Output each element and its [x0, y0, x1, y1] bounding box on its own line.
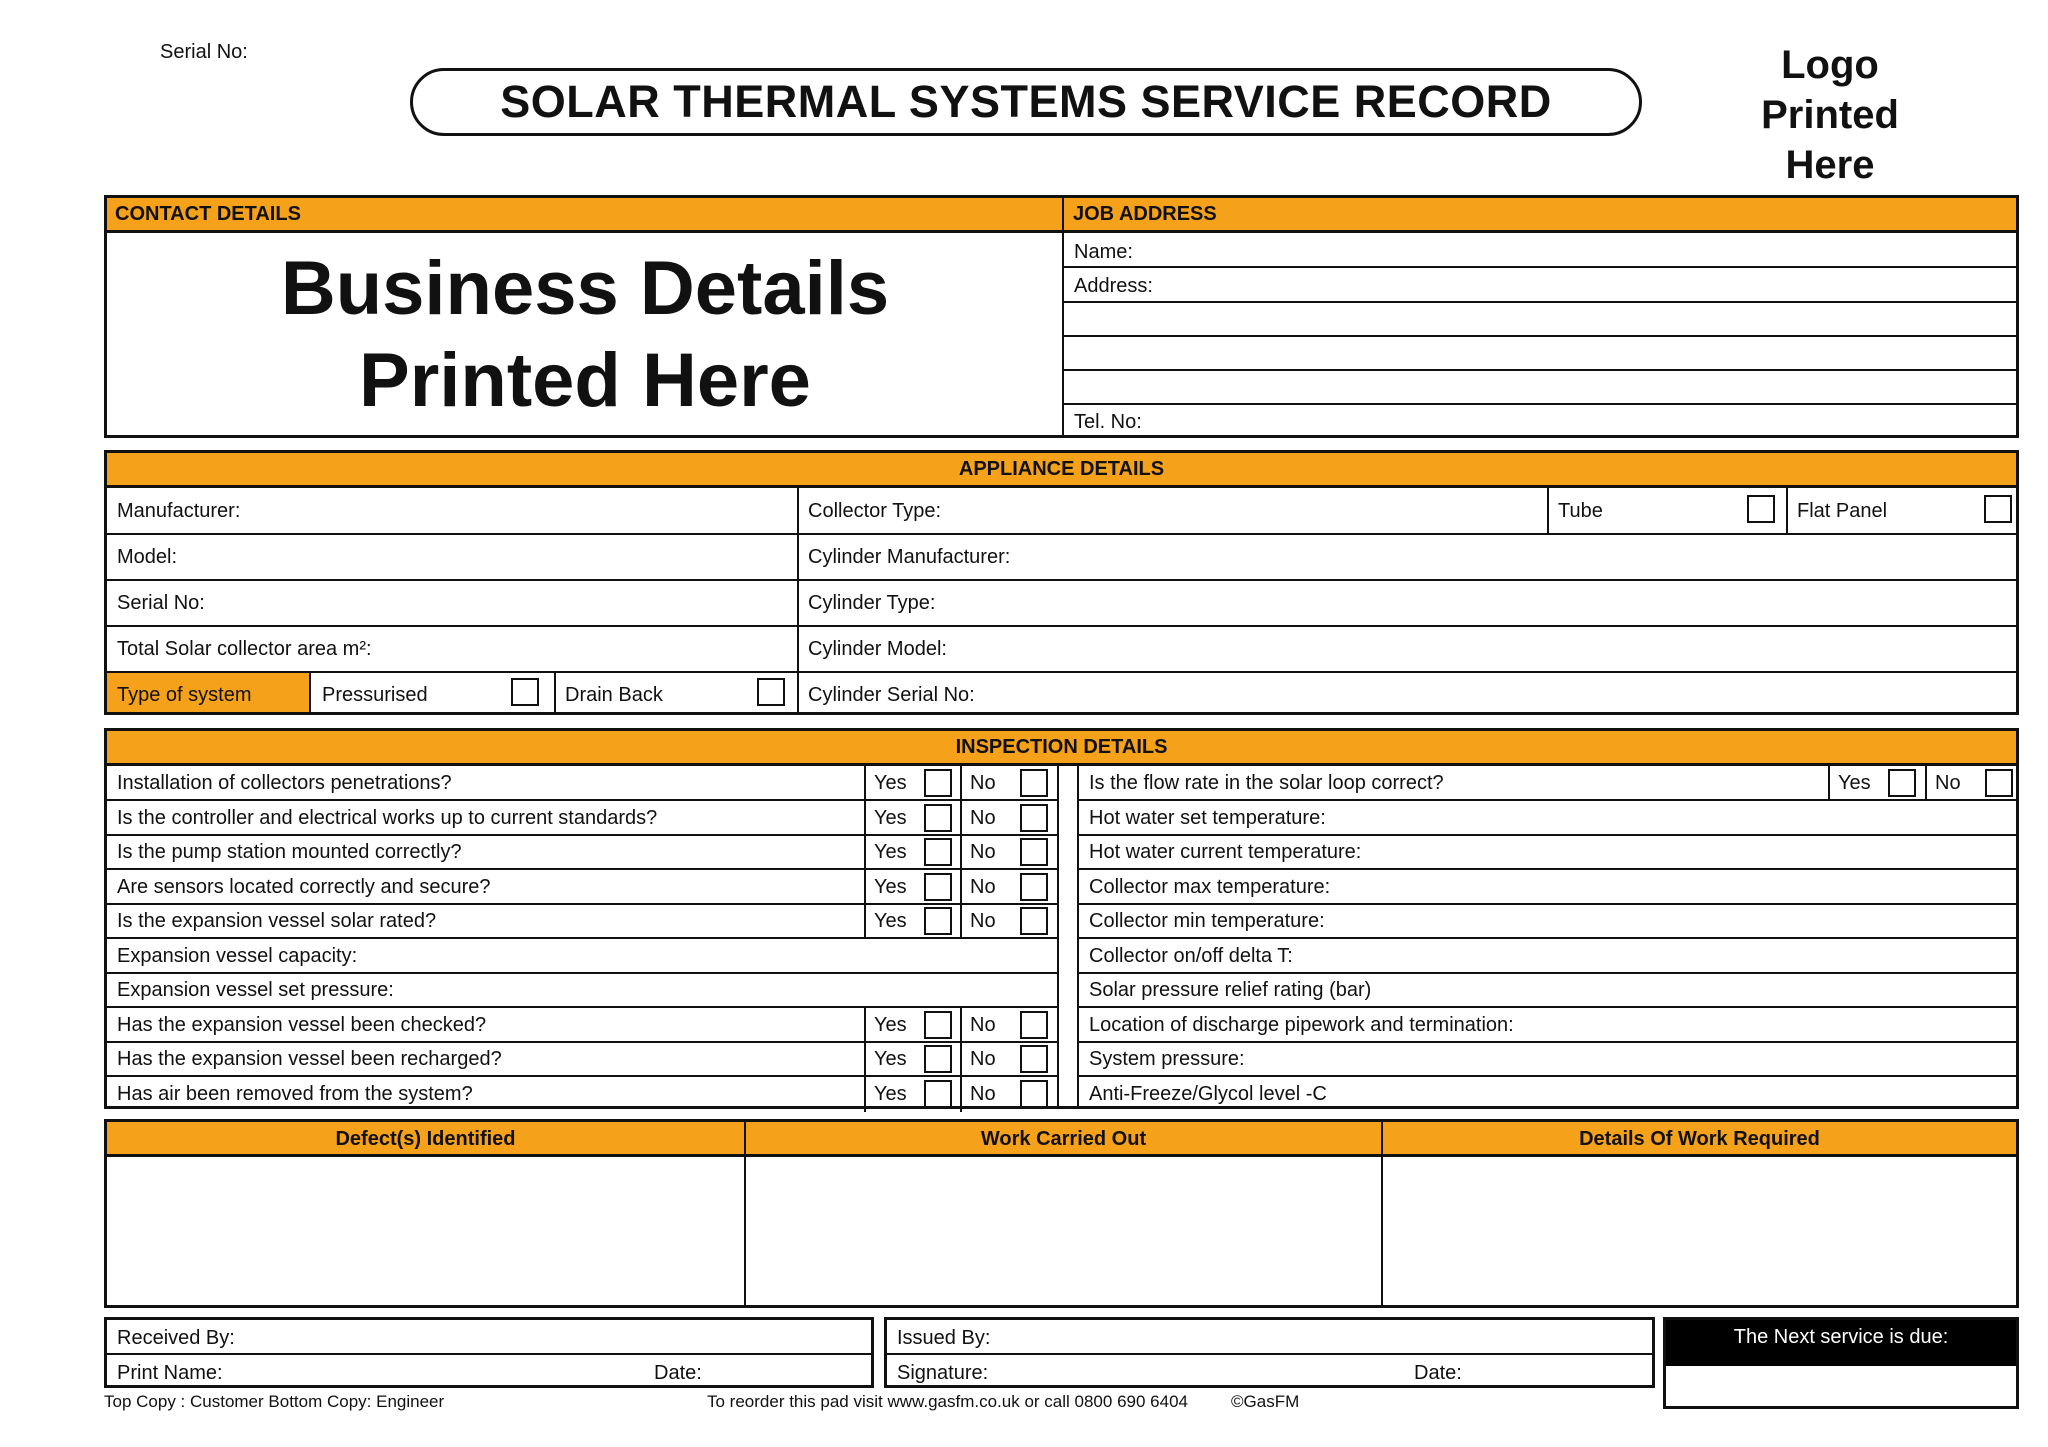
collector-type-divider-2 [1786, 488, 1788, 534]
issued-box [884, 1317, 1655, 1388]
business-line-2: Printed Here [359, 338, 811, 423]
no-divider [960, 904, 962, 939]
yes-divider [864, 766, 866, 801]
logo-line-3: Here [1785, 143, 1875, 187]
logo-line-2: Printed [1761, 93, 1899, 137]
contact-section [104, 195, 2019, 438]
received-date-field[interactable]: Date: [654, 1362, 702, 1384]
inspection-section [104, 728, 2019, 1109]
inspection-right-column [1079, 766, 2016, 1106]
yes-checkbox[interactable] [924, 1080, 952, 1108]
yes-checkbox[interactable] [924, 1011, 952, 1039]
right-inspection-row [1079, 973, 2016, 1008]
left-inspection-row [107, 939, 1057, 974]
logo-placeholder [1720, 40, 1940, 190]
right-inspection-question[interactable]: Hot water current temperature: [1089, 841, 1362, 863]
appliance-row-line-2 [107, 579, 2016, 581]
right-inspection-row [1079, 1008, 2016, 1043]
drain-back-checkbox[interactable] [757, 678, 785, 706]
work-carried-out-textarea[interactable] [746, 1160, 1379, 1305]
inspection-left-column [107, 766, 1057, 1106]
no-label: No [970, 772, 996, 794]
business-line-1: Business Details [280, 246, 890, 331]
yes-divider [1828, 766, 1830, 801]
yes-checkbox[interactable] [924, 804, 952, 832]
right-inspection-question[interactable]: Collector on/off delta T: [1089, 945, 1293, 967]
received-box [104, 1317, 874, 1388]
serial-field[interactable]: Serial No: [117, 592, 205, 614]
left-inspection-question[interactable]: Is the expansion vessel solar rated? [117, 910, 437, 932]
yes-divider [864, 1042, 866, 1077]
yes-divider [864, 904, 866, 939]
issued-by-field[interactable]: Issued By: [897, 1327, 991, 1349]
appliance-section [104, 450, 2019, 715]
left-inspection-row [107, 1042, 1057, 1077]
right-inspection-question[interactable]: Anti-Freeze/Glycol level -C [1089, 1083, 1327, 1105]
appliance-header-label: APPLIANCE DETAILS [958, 458, 1165, 480]
cylinder-manufacturer-field[interactable]: Cylinder Manufacturer: [808, 546, 1011, 568]
next-service-box [1663, 1317, 2019, 1409]
copy-info: Top Copy : Customer Bottom Copy: Engineer [104, 1392, 445, 1411]
inspection-header-label: INSPECTION DETAILS [955, 736, 1168, 758]
no-checkbox[interactable] [1985, 769, 2013, 797]
pressurised-label: Pressurised [322, 684, 428, 706]
left-inspection-question[interactable]: Expansion vessel capacity: [117, 945, 358, 967]
tube-checkbox[interactable] [1747, 495, 1775, 523]
right-inspection-row [1079, 766, 2016, 801]
right-inspection-question[interactable]: Collector max temperature: [1089, 876, 1331, 898]
job-line-3 [1064, 335, 2016, 337]
right-inspection-row [1079, 801, 2016, 836]
right-inspection-question[interactable]: Location of discharge pipework and termination: [1089, 1014, 1514, 1036]
job-address-field[interactable]: Address: [1074, 275, 1153, 297]
no-divider [960, 1077, 962, 1112]
flat-panel-checkbox[interactable] [1984, 495, 2012, 523]
contact-header-label: CONTACT DETAILS [115, 203, 301, 225]
manufacturer-field[interactable]: Manufacturer: [117, 500, 241, 522]
yes-checkbox[interactable] [924, 907, 952, 935]
job-line-5 [1064, 403, 2016, 405]
yes-label: Yes [874, 1014, 907, 1036]
job-line-4 [1064, 369, 2016, 371]
form-title [410, 68, 1642, 136]
next-service-header [1666, 1320, 2016, 1366]
appliance-row-line-4 [107, 671, 2016, 673]
left-inspection-question[interactable]: Has air been removed from the system? [117, 1083, 473, 1105]
work-required-header: Details Of Work Required [1579, 1128, 1820, 1150]
appliance-header [107, 453, 2016, 488]
drain-back-label: Drain Back [565, 684, 663, 706]
no-divider [960, 801, 962, 836]
yes-label: Yes [874, 841, 907, 863]
job-name-field[interactable]: Name: [1074, 241, 1133, 263]
yes-checkbox[interactable] [924, 769, 952, 797]
model-field[interactable]: Model: [117, 546, 178, 568]
next-service-date-input[interactable] [1666, 1366, 2016, 1406]
yes-label: Yes [874, 772, 907, 794]
no-divider [960, 835, 962, 870]
yes-divider [864, 1077, 866, 1112]
yes-divider [864, 801, 866, 836]
collector-type-divider-1 [1547, 488, 1549, 534]
left-inspection-question[interactable]: Installation of collectors penetrations? [117, 772, 452, 794]
collector-area-field[interactable]: Total Solar collector area m²: [117, 638, 372, 660]
right-inspection-question[interactable]: Is the flow rate in the solar loop correct? [1089, 772, 1444, 794]
print-name-field[interactable]: Print Name: [117, 1362, 223, 1384]
work-required-textarea[interactable] [1383, 1160, 2016, 1305]
left-inspection-row [107, 904, 1057, 939]
yes-checkbox[interactable] [924, 1045, 952, 1073]
left-inspection-row [107, 1008, 1057, 1043]
yes-label: Yes [874, 1083, 907, 1105]
tube-label: Tube [1558, 500, 1603, 522]
right-inspection-row [1079, 835, 2016, 870]
no-checkbox[interactable] [1020, 1045, 1048, 1073]
left-inspection-question[interactable]: Has the expansion vessel been recharged? [117, 1048, 502, 1070]
appliance-row-line-3 [107, 625, 2016, 627]
job-line-2 [1064, 301, 2016, 303]
yes-divider [864, 1008, 866, 1043]
type-of-system-label: Type of system [117, 684, 252, 706]
no-divider [960, 1042, 962, 1077]
right-inspection-row [1079, 1042, 2016, 1077]
yes-divider [864, 870, 866, 905]
job-tel-field[interactable]: Tel. No: [1074, 411, 1142, 433]
no-label: No [970, 807, 996, 829]
defects-textarea[interactable] [107, 1160, 742, 1305]
flat-panel-label: Flat Panel [1797, 500, 1888, 522]
type-divider [554, 671, 556, 712]
cylinder-type-field[interactable]: Cylinder Type: [808, 592, 936, 614]
contact-header [107, 198, 1063, 233]
no-checkbox[interactable] [1020, 1080, 1048, 1108]
no-label: No [970, 1083, 996, 1105]
serial-number-label: Serial No: [160, 41, 248, 63]
left-inspection-row [107, 870, 1057, 905]
work-carried-out-header: Work Carried Out [980, 1128, 1147, 1150]
cylinder-model-field[interactable]: Cylinder Model: [808, 638, 947, 660]
signature-field[interactable]: Signature: [897, 1362, 989, 1384]
no-label: No [970, 1014, 996, 1036]
no-checkbox[interactable] [1020, 907, 1048, 935]
left-inspection-row [107, 835, 1057, 870]
left-inspection-question[interactable]: Is the pump station mounted correctly? [117, 841, 462, 863]
right-inspection-row [1079, 1077, 2016, 1112]
right-inspection-question[interactable]: Solar pressure relief rating (bar) [1089, 979, 1372, 1001]
pressurised-checkbox[interactable] [511, 678, 539, 706]
inspection-header [107, 731, 2016, 766]
yes-label: Yes [1838, 772, 1871, 794]
right-inspection-row [1079, 939, 2016, 974]
left-inspection-row [107, 801, 1057, 836]
yes-label: Yes [874, 910, 907, 932]
left-inspection-row [107, 766, 1057, 801]
reorder-info: To reorder this pad visit www.gasfm.co.uk or call 0800 690 6404 [707, 1392, 1188, 1411]
issued-date-field[interactable]: Date: [1414, 1362, 1462, 1384]
yes-checkbox[interactable] [1888, 769, 1916, 797]
yes-checkbox[interactable] [924, 873, 952, 901]
no-label: No [970, 841, 996, 863]
copyright: ©GasFM [1231, 1392, 1300, 1411]
no-label: No [970, 1048, 996, 1070]
collector-type-field[interactable]: Collector Type: [808, 500, 942, 522]
logo-line-1: Logo [1781, 43, 1879, 87]
form-title-text: SOLAR THERMAL SYSTEMS SERVICE RECORD [500, 76, 1552, 127]
yes-divider [864, 835, 866, 870]
yes-label: Yes [874, 876, 907, 898]
left-inspection-row [107, 1077, 1057, 1112]
appliance-row-line-1 [107, 533, 2016, 535]
work-section [104, 1119, 2019, 1308]
job-address-header [1063, 198, 2016, 233]
no-divider [960, 1008, 962, 1043]
no-label: No [970, 876, 996, 898]
no-checkbox[interactable] [1020, 873, 1048, 901]
job-line-1 [1064, 266, 2016, 268]
no-checkbox[interactable] [1020, 769, 1048, 797]
yes-label: Yes [874, 1048, 907, 1070]
job-address-header-label: JOB ADDRESS [1073, 203, 1217, 225]
no-divider [960, 766, 962, 801]
no-divider [960, 870, 962, 905]
left-inspection-question[interactable]: Has the expansion vessel been checked? [117, 1014, 487, 1036]
appliance-divider [797, 488, 799, 712]
no-label: No [970, 910, 996, 932]
cylinder-serial-field[interactable]: Cylinder Serial No: [808, 684, 975, 706]
yes-label: Yes [874, 807, 907, 829]
right-inspection-row [1079, 870, 2016, 905]
yes-checkbox[interactable] [924, 838, 952, 866]
issued-divider [887, 1353, 1652, 1355]
right-inspection-question[interactable]: Hot water set temperature: [1089, 807, 1326, 829]
defects-header: Defect(s) Identified [335, 1128, 516, 1150]
business-details-placeholder [107, 243, 1063, 427]
right-inspection-question[interactable]: Collector min temperature: [1089, 910, 1325, 932]
right-inspection-question[interactable]: System pressure: [1089, 1048, 1245, 1070]
no-label: No [1935, 772, 1961, 794]
no-checkbox[interactable] [1020, 1011, 1048, 1039]
left-inspection-row [107, 973, 1057, 1008]
inspection-gap [1057, 766, 1079, 1106]
left-inspection-question[interactable]: Is the controller and electrical works up to current standards? [117, 807, 658, 829]
right-inspection-row [1079, 904, 2016, 939]
no-checkbox[interactable] [1020, 838, 1048, 866]
left-inspection-question[interactable]: Are sensors located correctly and secure? [117, 876, 491, 898]
next-service-label: The Next service is due: [1733, 1326, 1949, 1348]
received-by-field[interactable]: Received By: [117, 1327, 235, 1349]
left-inspection-question[interactable]: Expansion vessel set pressure: [117, 979, 394, 1001]
no-divider [1925, 766, 1927, 801]
no-checkbox[interactable] [1020, 804, 1048, 832]
received-divider [107, 1353, 871, 1355]
